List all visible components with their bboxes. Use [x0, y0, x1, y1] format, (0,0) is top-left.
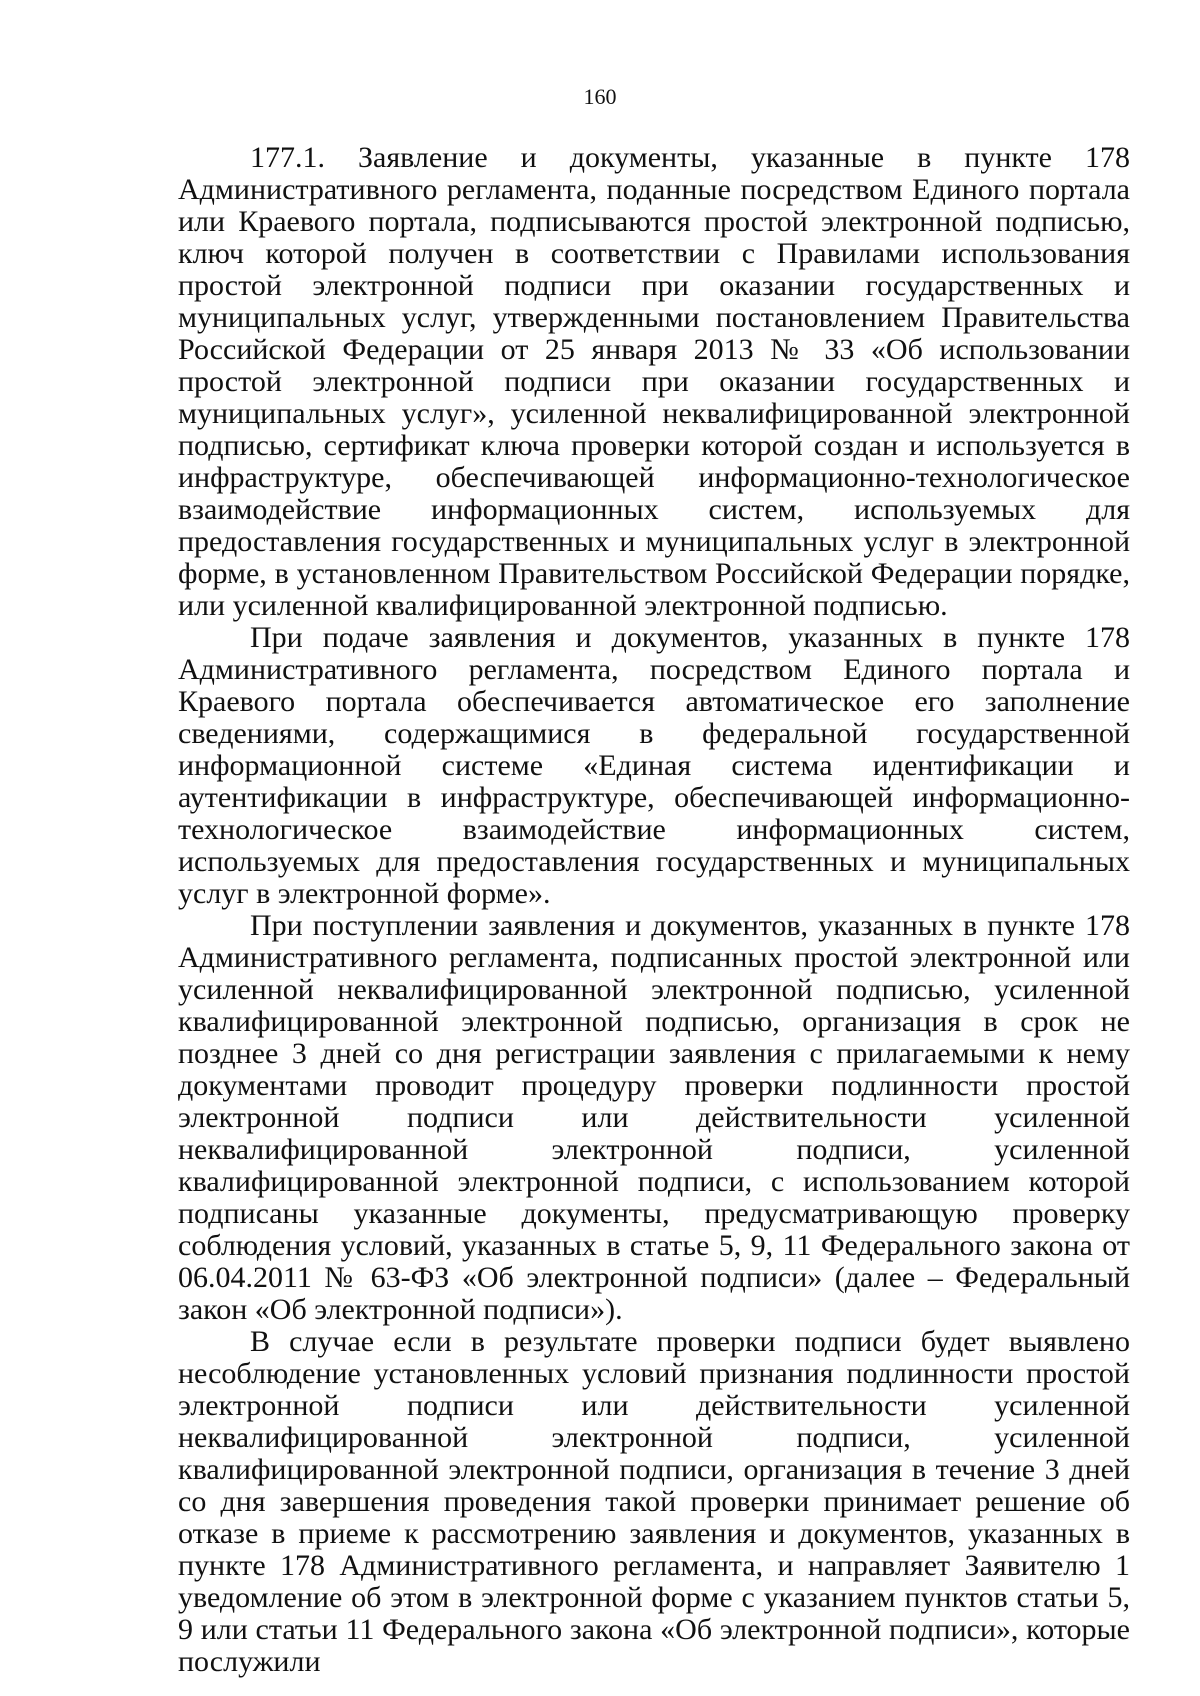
- paragraph-receipt-verification: При поступлении заявления и документов, указанных в пункте 178 Административного регламента, подписанных простой электронной или усиленной неквалифицированной электронной подписью, усиленной квалифицированной электронной подписью, организация в срок не позднее 3 дней со дня регистрации заявления с прилагаемыми к нему документами проводит процедуру проверки подлинности простой электронной подписи или действительности усиленной неквалифицированной электронной подписи, усиленной квалифицированной электронной подписи, с использованием которой подписаны указанные документы, предусматривающую проверку соблюдения условий, указанных в статье 5, 9, 11 Федерального закона от 06.04.2011 № 63-ФЗ «Об электронной подписи» (далее – Федеральный закон «Об электронной подписи»).: [178, 909, 1130, 1326]
- page-number: 160: [583, 84, 617, 109]
- paragraph-177-1: 177.1. Заявление и документы, указанные в пункте 178 Административного регламента, поданные посредством Единого портала или Краевого портала, подписываются простой электронной подписью, ключ которой получен в соответствии с Правилами использования простой электронной подписи при оказании государственных и муниципальных услуг, утвержденными постановлением Правительства Российской Федерации от 25 января 2013 № 33 «Об использовании простой электронной подписи при оказании государственных и муниципальных услуг», усиленной неквалифицированной электронной подписью, сертификат ключа проверки которой создан и используется в инфраструктуре, обеспечивающей информационно-технологическое взаимодействие информационных систем, используемых для предоставления государственных и муниципальных услуг в электронной форме, в установленном Правительством Российской Федерации порядке, или усиленной квалифицированной электронной подписью.: [178, 141, 1130, 622]
- document-body: [178, 142, 1130, 1678]
- paragraph-submission: При подаче заявления и документов, указанных в пункте 178 Административного регламента, посредством Единого портала и Краевого портала обеспечивается автоматическое его заполнение сведениями, содержащимися в федеральной государственной информационной системе «Единая система идентификации и аутентификации в инфраструктуре, обеспечивающей информационно-технологическое взаимодействие информационных систем, используемых для предоставления государственных и муниципальных услуг в электронной форме».: [178, 621, 1130, 910]
- paragraph-refusal: В случае если в результате проверки подписи будет выявлено несоблюдение установленных условий признания подлинности простой электронной подписи или действительности усиленной неквалифицированной электронной подписи, усиленной квалифицированной электронной подписи, организация в течение 3 дней со дня завершения проведения такой проверки принимает решение об отказе в приеме к рассмотрению заявления и документов, указанных в пункте 178 Административного регламента, и направляет Заявителю 1 уведомление об этом в электронной форме с указанием пунктов статьи 5, 9 или статьи 11 Федерального закона «Об электронной подписи», которые послужили: [178, 1325, 1130, 1678]
